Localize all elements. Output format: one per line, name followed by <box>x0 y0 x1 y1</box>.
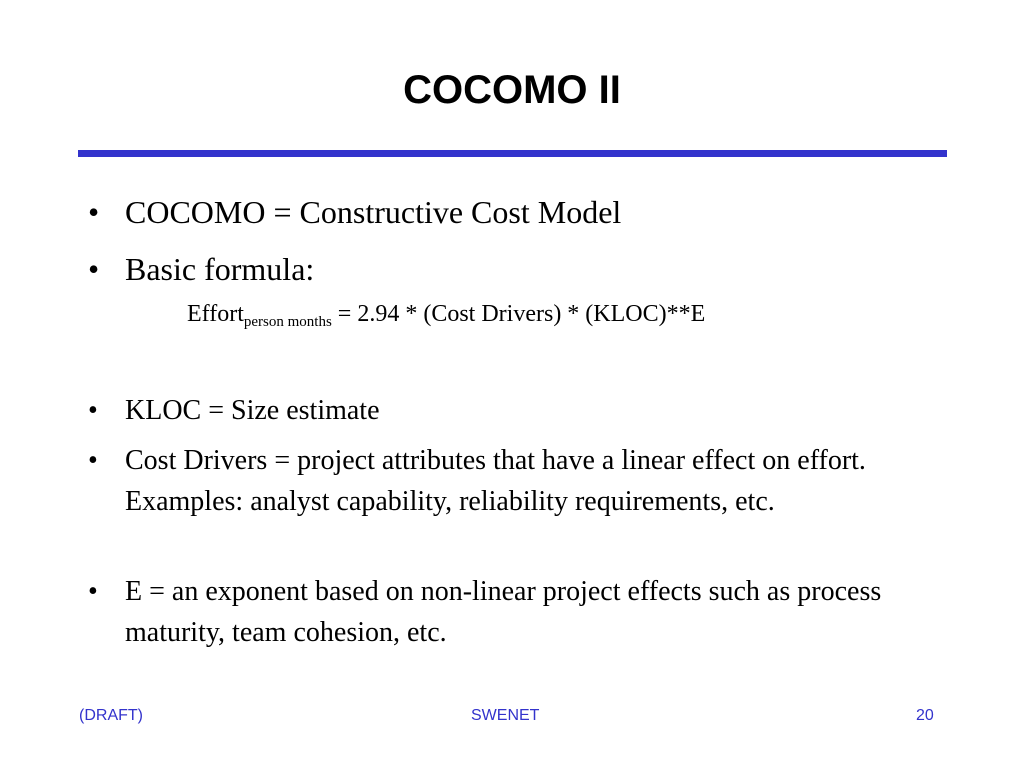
formula-rest: = 2.94 * (Cost Drivers) * (KLOC)**E <box>331 301 706 327</box>
bullet-text-cost-drivers: Cost Drivers = project attributes that have a linear effect on effort. Examples: analyst capability, reliability requirements, etc. <box>125 445 866 517</box>
footer-page-number: 20 <box>916 707 934 724</box>
bullet-text-kloc: KLOC = Size estimate <box>125 395 380 426</box>
bullet-text-exponent: E = an exponent based on non-linear project effects such as process maturity, team cohesion, etc. <box>125 576 882 648</box>
formula-base: Effort <box>187 301 244 327</box>
bullet-marker: • <box>88 251 100 287</box>
bullet-marker: • <box>88 445 98 476</box>
bullet-text-cocomo: COCOMO = Constructive Cost Model <box>125 194 622 230</box>
title-underline <box>78 150 947 157</box>
formula-subscript: person months <box>243 314 332 330</box>
slide-title: COCOMO II <box>403 68 621 112</box>
footer-draft-label: (DRAFT) <box>79 707 143 724</box>
bullet-marker: • <box>88 395 98 426</box>
bullet-marker: • <box>88 576 98 607</box>
bullet-marker: • <box>88 194 100 230</box>
footer-swenet-label: SWENET <box>471 707 540 724</box>
bullet-text-basic-formula: Basic formula: <box>125 251 315 287</box>
effort-formula <box>187 296 705 340</box>
